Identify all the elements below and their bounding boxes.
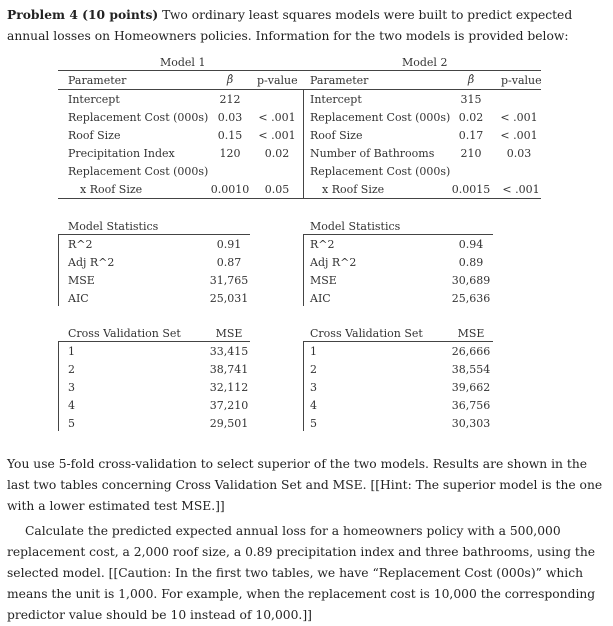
m2-stat-label: AIC — [310, 292, 331, 305]
m2-row-pvalue: < .001 — [502, 183, 540, 196]
m1-row-beta: 0.03 — [217, 111, 243, 124]
m1-row-param: Roof Size — [68, 129, 121, 142]
m2-cv-mse: 38,554 — [451, 363, 491, 376]
m1-row-beta: 212 — [219, 93, 241, 106]
m2-row-param: Number of Bathrooms — [310, 147, 435, 160]
m1-stat-value: 25,031 — [209, 292, 249, 305]
m2-row-beta: 0.02 — [458, 111, 484, 124]
m2-cv-header-mse: MSE — [457, 327, 485, 340]
m1-row-pvalue: < .001 — [258, 129, 296, 142]
m1-cv-header-mse: MSE — [215, 327, 243, 340]
paragraph-question: Calculate the predicted expected annual loss for a homeowners policy with a 500,000 replacement cost, a 2,000 roof size, a 0.89 precipitation index and three bathrooms, using the selected model. [[Caution: In the first two tables, we have “Replacement Cost (000s)” which means the unit is 1,000. For example, when the replacement cost is 10,000 the corresponding predictor value should be 10 instead of 10,000.]] — [7, 524, 596, 622]
m1-cv-mse: 38,741 — [209, 363, 249, 376]
m2-cv-mse: 39,662 — [451, 381, 491, 394]
problem-title: Problem 4 (10 points) — [7, 7, 159, 22]
m1-row-param: Precipitation Index — [68, 147, 175, 160]
m1-cv-set: 1 — [68, 345, 75, 358]
m2-header-pvalue: p-value — [501, 74, 542, 87]
m1-row-beta: 0.15 — [217, 129, 243, 142]
m2-cv-set: 4 — [310, 399, 317, 412]
m2-cv-set: 1 — [310, 345, 317, 358]
m1-row-param: Intercept — [68, 93, 120, 106]
m1-row-pvalue: 0.05 — [264, 183, 290, 196]
problem-statement — [7, 4, 605, 47]
m1-cv-set: 4 — [68, 399, 75, 412]
m2-cv-header-set: Cross Validation Set — [310, 327, 423, 340]
m2-stat-value: 30,689 — [451, 274, 491, 287]
m2-row-param: x Roof Size — [322, 183, 385, 196]
m2-stat-label: MSE — [310, 274, 337, 287]
m2-row-pvalue: < .001 — [500, 111, 538, 124]
paragraph-cross-validation: You use 5-fold cross-validation to select superior of the two models. Results are shown in the last two tables concerning Cross Validation Set and MSE. [[Hint: The superior model is the one with a lower estimated test MSE.]] — [7, 457, 603, 513]
m2-cv-mse: 26,666 — [451, 345, 491, 358]
m1-header-parameter: Parameter — [68, 74, 127, 87]
m2-row-beta: 0.0015 — [451, 183, 491, 196]
m2-cv-mse: 30,303 — [451, 417, 491, 430]
m2-cv-set: 2 — [310, 363, 317, 376]
m1-row-param: Replacement Cost (000s) — [68, 111, 209, 124]
m1-cv-mse: 37,210 — [209, 399, 249, 412]
m1-stat-label: AIC — [68, 292, 89, 305]
m1-header-beta: β̂ — [226, 73, 234, 86]
m2-stat-label: R^2 — [310, 238, 335, 251]
m2-row-param: Roof Size — [310, 129, 363, 142]
m2-row-pvalue: < .001 — [500, 129, 538, 142]
m2-stat-value: 0.89 — [458, 256, 484, 269]
m1-stat-label: Adj R^2 — [68, 256, 115, 269]
m2-stat-value: 0.94 — [458, 238, 484, 251]
m1-row-pvalue: < .001 — [258, 111, 296, 124]
m1-row-beta: 120 — [219, 147, 241, 160]
m1-row-param: Replacement Cost (000s) — [68, 165, 209, 178]
m2-cv-set: 5 — [310, 417, 317, 430]
m2-row-param: Replacement Cost (000s) — [310, 165, 451, 178]
m1-cv-set: 5 — [68, 417, 75, 430]
m1-stat-label: R^2 — [68, 238, 93, 251]
m2-row-beta: 210 — [460, 147, 482, 160]
m1-stat-value: 0.87 — [216, 256, 242, 269]
m1-header-pvalue: p-value — [257, 74, 298, 87]
m2-row-pvalue: 0.03 — [506, 147, 532, 160]
m1-row-beta: 0.0010 — [210, 183, 250, 196]
m1-cv-mse: 33,415 — [209, 345, 249, 358]
m1-cv-mse: 32,112 — [209, 381, 249, 394]
m1-row-param: x Roof Size — [80, 183, 143, 196]
model1-title: Model 1 — [160, 56, 206, 69]
m1-stat-value: 31,765 — [209, 274, 249, 287]
m1-cv-mse: 29,501 — [209, 417, 249, 430]
m1-stat-value: 0.91 — [216, 238, 242, 251]
problem-text: Two ordinary least squares models were built to predict expected annual losses on Homeowners policies. Information for the two models is provided below: — [7, 8, 573, 43]
m1-cv-set: 3 — [68, 381, 75, 394]
model2-title: Model 2 — [402, 56, 448, 69]
m1-cv-set: 2 — [68, 363, 75, 376]
m2-row-param: Intercept — [310, 93, 362, 106]
m2-row-beta: 315 — [460, 93, 482, 106]
m2-row-beta: 0.17 — [458, 129, 484, 142]
m1-cv-header-set: Cross Validation Set — [68, 327, 181, 340]
m2-cv-mse: 36,756 — [451, 399, 491, 412]
m2-stat-value: 25,636 — [451, 292, 491, 305]
m2-header-parameter: Parameter — [310, 74, 369, 87]
m2-cv-set: 3 — [310, 381, 317, 394]
m2-stats-header: Model Statistics — [310, 220, 401, 233]
m1-stats-header: Model Statistics — [68, 220, 159, 233]
m1-stat-label: MSE — [68, 274, 95, 287]
m2-header-beta: β̂ — [467, 73, 475, 86]
m2-stat-label: Adj R^2 — [310, 256, 357, 269]
m2-row-param: Replacement Cost (000s) — [310, 111, 451, 124]
m1-row-pvalue: 0.02 — [264, 147, 290, 160]
